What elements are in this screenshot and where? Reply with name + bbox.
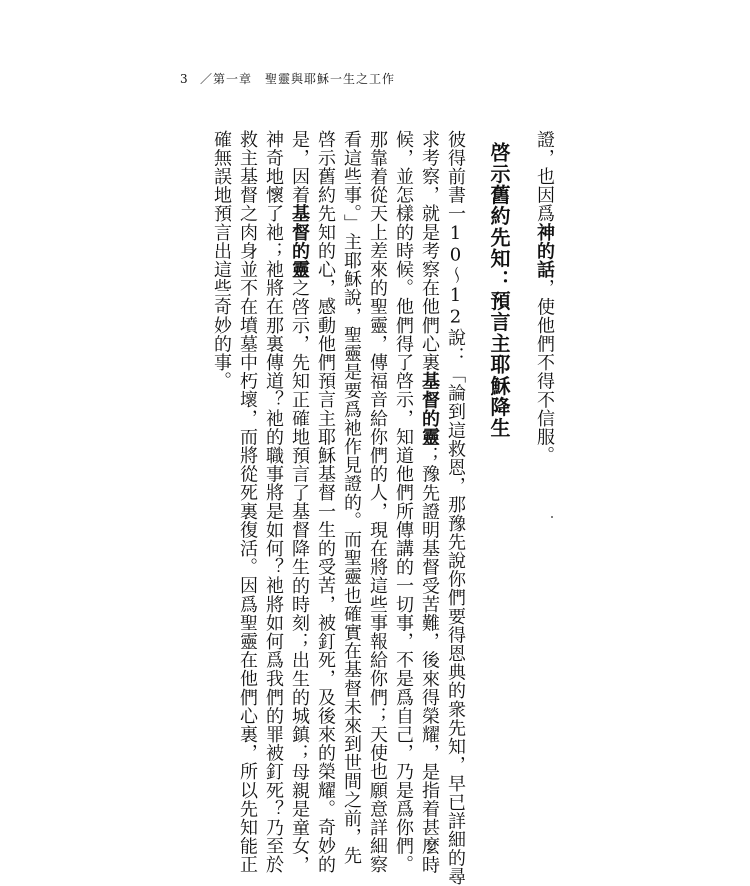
text-segment: 證，也因爲 bbox=[534, 130, 555, 223]
text-line-3 bbox=[420, 130, 438, 874]
text-segment: ；豫先證明基督受苦難，後來得榮耀，是指着甚麼時 bbox=[419, 446, 440, 875]
emphasis-text: 神的話 bbox=[534, 223, 555, 279]
text-segment: 之啓示，先知正確地預言了基督降生的時刻；出生的城鎮；母親是童女， bbox=[289, 278, 310, 875]
text-line-2: 彼得前書一10～12說：「論到這救恩，那豫先說你們要得恩典的衆先知，早已詳細的尋 bbox=[445, 130, 466, 886]
page-number: 3 bbox=[180, 72, 188, 86]
text-segment: ，使他們不得不信服。 bbox=[534, 278, 555, 465]
text-line-7: 啓示舊約先知的心，感動他們預言主耶穌基督一生的受苦，被釘死，及後來的榮耀。奇妙的 bbox=[315, 130, 336, 874]
text-line-4: 候，並怎樣的時候。他們得了啓示，知道他們所傳講的一切事，不是爲自己，乃是爲你們。 bbox=[393, 130, 414, 874]
text-segment: 求考察，就是考察在他們心裏 bbox=[419, 130, 440, 372]
emphasis-text: 基督的靈 bbox=[289, 204, 310, 279]
running-head: ／第一章 聖靈與耶穌一生之工作 bbox=[200, 72, 396, 86]
emphasis-text: 基督的靈 bbox=[419, 371, 440, 447]
text-segment: 是，因着 bbox=[289, 130, 310, 205]
text-line-10: 救主基督之肉身並不在墳墓中朽壞，而將從死裏復活。因爲聖靈在他們心裏，所以先知能正 bbox=[237, 130, 258, 874]
stray-mark bbox=[551, 516, 553, 518]
text-line-5: 那靠着從天上差來的聖靈，傳福音給你們的人，現在將這些事報給你們；天使也願意詳細察 bbox=[367, 130, 388, 874]
text-line-1 bbox=[535, 130, 553, 465]
section-heading: 啓示舊約先知：預言主耶穌降生 bbox=[487, 142, 511, 439]
text-line-9: 神奇地懷了祂；祂將在那裏傳道？祂的職事將是如何？祂將如何爲我們的罪被釘死？乃至於 bbox=[263, 130, 284, 874]
text-line-11: 確無誤地預言出這些奇妙的事。 bbox=[211, 130, 232, 391]
text-line-6: 看這些事。」主耶穌說，聖靈是要爲祂作見證的。而聖靈也確實在基督未來到世間之前，先 bbox=[341, 130, 362, 865]
text-line-8 bbox=[290, 130, 308, 874]
